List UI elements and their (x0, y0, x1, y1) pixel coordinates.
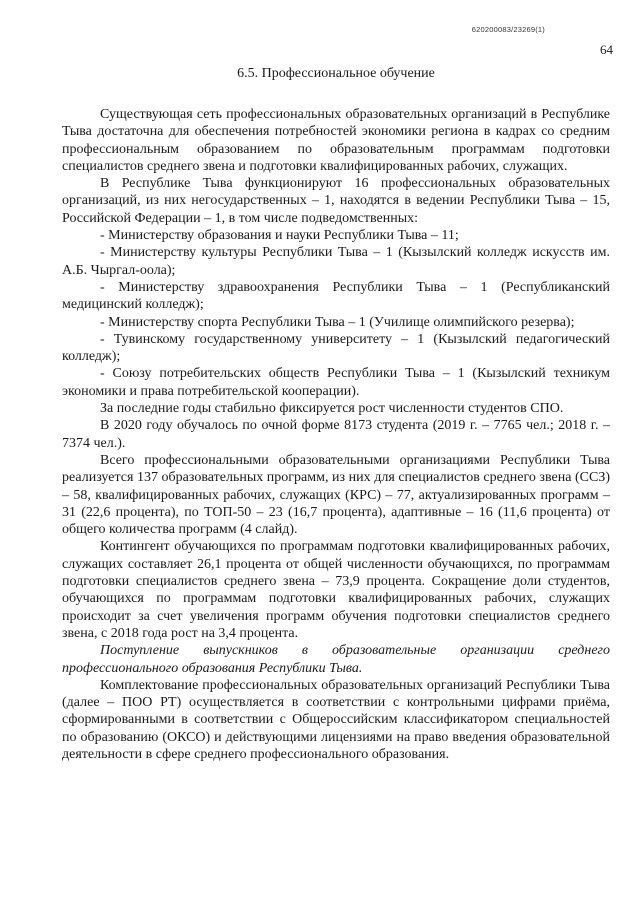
paragraph-staffing: Комплектование профессиональных образовательных организаций Республики Тыва (далее – ПОО РТ) осуществляется в соответствии с контрольными цифрами приёма, сформированными в соответствии с Общероссийским классификатором специальностей по образованию (ОКСО) и действующими лицензиями на право введения образовательной деятельности в сфере среднего профессионального образования. (62, 677, 610, 762)
paragraph-network-sufficiency: Существующая сеть профессиональных образовательных организаций в Республике Тыва достаточна для обеспечения потребностей экономики региона в кадрах со средним профессиональным образованием по образовательным программам подготовки специалистов среднего звена и подготовки квалифицированных рабочих, служащих. (62, 107, 610, 174)
paragraph-student-growth: За последние годы стабильно фиксируется рост численности студентов СПО. (100, 401, 564, 417)
section-title: 6.5. Профессиональное обучение (237, 66, 435, 81)
list-item-ministry-sport: - Министерству спорта Республики Тыва – 1 (Училище олимпийского резерва); (100, 314, 575, 330)
subsection-heading-admission: Поступление выпускников в образовательные организации среднего профессионального образования Республики Тыва. (62, 643, 610, 676)
list-item-ministry-education: - Министерству образования и науки Республики Тыва – 11; (100, 228, 459, 244)
document-body (62, 64, 610, 763)
list-item-ministry-health: - Министерству здравоохранения Республики Тыва – 1 (Республиканский медицинский колледж); (62, 279, 610, 313)
paragraph-contingent: Контингент обучающихся по программам подготовки квалифицированных рабочих, служащих составляет 26,1 процента от общей численности обучающихся, по программам подготовки специалистов среднего звена – 73,9 процента. Сокращение доли студентов, обучающихся по программам подготовки квалифицированных рабочих, служащих происходит за счет увеличения программ обучения подготовки специалистов среднего звена, с 2018 года рост на 3,4 процента. (62, 539, 610, 641)
paragraph-enrollment-2020: В 2020 году обучалось по очной форме 8173 студента (2019 г. – 7765 чел.; 2018 г. – 7374 чел.). (62, 418, 610, 451)
list-item-ministry-culture: - Министерству культуры Республики Тыва – 1 (Кызылский колледж искусств им. А.Б. Чыргал-оола); (62, 245, 610, 278)
paragraph-organizations-count: В Республике Тыва функционируют 16 профессиональных образовательных организаций, из них негосударственных – 1, находятся в ведении Республики Тыва – 15, Российской Федерации – 1, в том числе подведомственных: (62, 176, 610, 226)
list-item-university: - Тувинскому государственному университету – 1 (Кызылский педагогический колледж); (62, 331, 610, 365)
page-number: 64 (600, 42, 613, 57)
list-item-consumer-union: - Союзу потребительских обществ Республики Тыва – 1 (Кызылский техникум экономики и права потребительской кооперации). (62, 366, 610, 399)
document-id: 620200083/23269(1) (471, 25, 545, 34)
paragraph-programs-count: Всего профессиональными образовательными организациями Республики Тыва реализуется 137 образовательных программ, из них для специалистов среднего звена (ССЗ) – 58, квалифицированных рабочих, служащих (КРС) – 77, актуализированных программ – 31 (22,6 процента), по ТОП-50 – 23 (16,7 процента), адаптивные – 16 (11,6 процента) от общего количества программ (4 слайд). (62, 452, 610, 538)
